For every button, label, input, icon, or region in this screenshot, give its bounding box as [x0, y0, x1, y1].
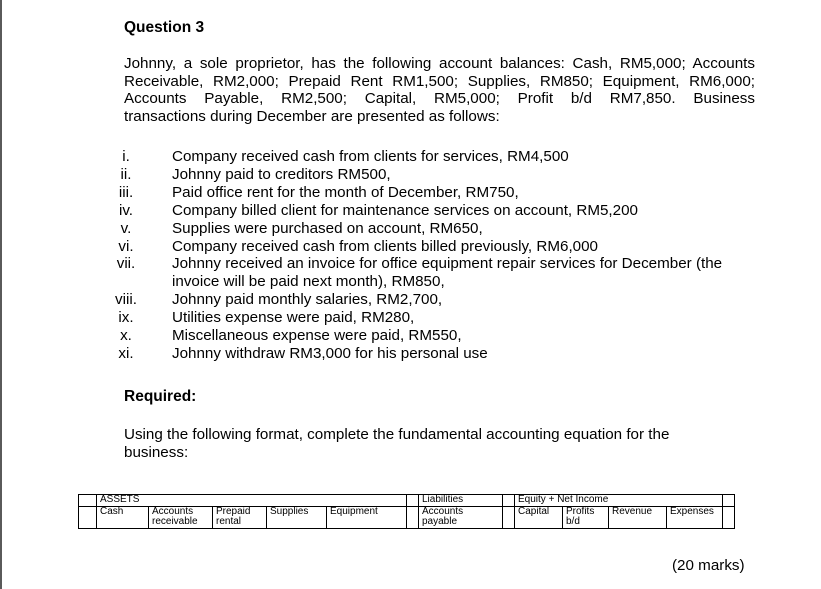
- transaction-text-line: Johnny received an invoice for office equipment repair services for December (the: [172, 255, 723, 273]
- column-capital: Capital: [515, 506, 563, 528]
- transaction-text: Miscellaneous expense were paid, RM550,: [172, 327, 462, 345]
- table-cell: [723, 495, 735, 507]
- transaction-text: Johnny paid to creditors RM500,: [172, 165, 391, 183]
- transaction-item: [100, 327, 780, 345]
- table-cell: [79, 506, 97, 528]
- accounting-equation-table: [78, 494, 735, 529]
- intro-line: Johnny, a sole proprietor, has the following account balances: Cash, RM5,000; Accounts: [124, 55, 755, 72]
- transaction-number: i.: [122, 148, 130, 165]
- column-equipment: Equipment: [327, 506, 407, 528]
- table-cell: [723, 506, 735, 528]
- transaction-text: Johnny withdraw RM3,000 for his personal use: [172, 344, 488, 362]
- transaction-number: xi.: [118, 344, 134, 362]
- transaction-item: [100, 309, 780, 327]
- intro-line: Accounts Payable, RM2,500; Capital, RM5,000; Profit b/d RM7,850. Business: [124, 90, 755, 108]
- page-left-edge: [0, 0, 2, 589]
- table-cell: [503, 506, 515, 528]
- transaction-item: [100, 238, 780, 256]
- transaction-number: iv.: [118, 201, 134, 219]
- transaction-list: [100, 148, 780, 363]
- instruction-line: Using the following format, complete the fundamental accounting equation for the: [124, 426, 670, 443]
- instruction-text: [124, 426, 724, 461]
- liabilities-header: Liabilities: [419, 495, 503, 507]
- intro-line: Receivable, RM2,000; Prepaid Rent RM1,500; Supplies, RM850; Equipment, RM6,000;: [124, 72, 755, 90]
- transaction-text: Company billed client for maintenance services on account, RM5,200: [172, 201, 638, 219]
- transaction-text: Utilities expense were paid, RM280,: [172, 309, 415, 327]
- transaction-number: vi.: [118, 237, 134, 255]
- marks-label: (20 marks): [672, 557, 745, 574]
- transaction-number: ii.: [120, 165, 132, 183]
- table-cell: [503, 495, 515, 507]
- transaction-item: [100, 148, 780, 166]
- instruction-line: business:: [124, 443, 189, 461]
- column-expenses: Expenses: [667, 506, 723, 528]
- column-revenue: Revenue: [609, 506, 667, 528]
- transaction-item: [100, 202, 780, 220]
- transaction-item: [100, 220, 780, 238]
- table-cell: [407, 495, 419, 507]
- assets-header: ASSETS: [97, 495, 407, 507]
- transaction-number: viii.: [115, 291, 137, 309]
- transaction-text: Paid office rent for the month of December, RM750,: [172, 183, 519, 201]
- column-profits-bd: Profits b/d: [563, 506, 609, 528]
- question-title: Question 3: [124, 19, 205, 36]
- table-cell: [79, 495, 97, 507]
- transaction-text: Johnny paid monthly salaries, RM2,700,: [172, 291, 443, 309]
- transaction-number: iii.: [118, 183, 134, 201]
- table-header-row: [79, 495, 735, 507]
- column-accounts-payable: Accounts payable: [419, 506, 503, 528]
- transaction-text-line: invoice will be paid next month), RM850,: [172, 273, 445, 291]
- transaction-item: [100, 291, 780, 309]
- equity-header: Equity + Net Income: [515, 495, 723, 507]
- transaction-item: [100, 255, 780, 291]
- intro-line: transactions during December are presented as follows:: [124, 107, 500, 125]
- transaction-text: Company received cash from clients billed previously, RM6,000: [172, 237, 598, 255]
- required-heading: Required:: [124, 388, 197, 405]
- column-accounts-receivable: Accounts receivable: [149, 506, 213, 528]
- transaction-text: [152, 255, 780, 291]
- column-supplies: Supplies: [267, 506, 327, 528]
- question-intro: [124, 55, 755, 125]
- column-prepaid-rental: Prepaid rental: [213, 506, 267, 528]
- table-column-row: [79, 506, 735, 528]
- transaction-text: Supplies were purchased on account, RM650,: [172, 219, 483, 237]
- transaction-number: ix.: [118, 309, 134, 327]
- transaction-number: v.: [120, 219, 132, 237]
- transaction-item: [100, 166, 780, 184]
- transaction-text: Company received cash from clients for services, RM4,500: [172, 148, 569, 165]
- column-cash: Cash: [97, 506, 149, 528]
- transaction-number: x.: [120, 327, 132, 345]
- transaction-number: vii.: [116, 255, 136, 273]
- transaction-item: [100, 184, 780, 202]
- table-cell: [407, 506, 419, 528]
- transaction-item: [100, 345, 780, 363]
